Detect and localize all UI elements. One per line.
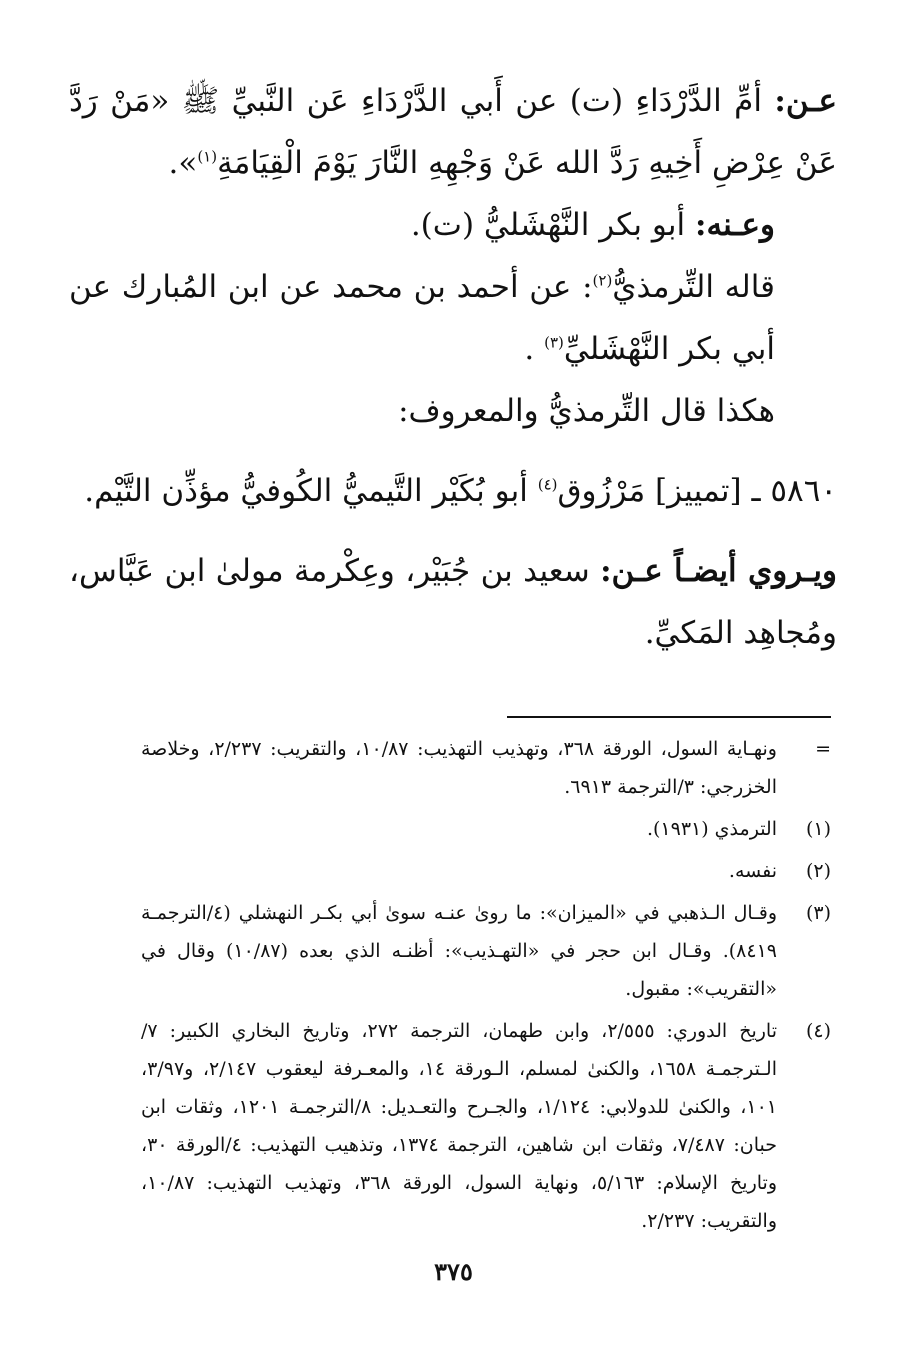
paragraph-text: : عن أحمد بن محمد عن ابن المُبارك عن أبي بكر النَّهْشَليِّ (69, 269, 775, 367)
paragraph-student (69, 194, 837, 256)
footnote-item (141, 810, 831, 848)
paragraph-narration (69, 70, 837, 194)
footnotes (141, 730, 831, 1244)
paragraph-narrates (69, 540, 837, 664)
footnote-marker: (٢) (805, 860, 831, 882)
footnote-ref: (١) (197, 147, 218, 166)
footnote-item (141, 894, 831, 1008)
main-text (69, 70, 837, 664)
footnote-divider (507, 716, 831, 718)
paragraph-end: ». (168, 145, 198, 181)
entry-text: ٥٨٦٠ ـ [تمييز] مَرْزُوق (557, 473, 837, 509)
page-number: ٣٧٥ (434, 1257, 473, 1286)
paragraph-note (69, 380, 837, 442)
footnote-marker: (١) (805, 818, 831, 840)
paragraph-tirmidhi (69, 256, 837, 380)
entry-heading (69, 460, 837, 522)
footnote-ref: (٣) (544, 333, 564, 352)
paragraph-text: قاله التِّرمذيُّ (612, 269, 775, 305)
entry-text: أبو بُكَيْر التَّيميُّ الكُوفيُّ مؤذِّن التَّيْم. (84, 473, 528, 509)
footnote-ref: (٤) (537, 475, 558, 494)
footnote-marker: (٣) (805, 902, 831, 924)
footnote-text: تاريخ الدوري: ٢/٥٥٥، وابن طهمان، الترجمة ٢٧٢، وتاريخ البخاري الكبير: ٧/الـترجمـة ١٦٥٨، والكنىٰ لمسلم، الـورقة ١٤، والمعـرفة ليعقوب ٢/١٤٧، و٣/٩٧، ١٠١، والكنىٰ للدولابي: ١/١٢٤، والجـرح والتعـديل: ٨/الترجمـة ١٢٠١، وثقات ابن حبان: ٧/٤٨٧، وثقات ابن شاهين، الترجمة ١٣٧٤، وتذهيب التهذيب: ٤/الورقة ٣٠، وتاريخ الإسلام: ٥/١٦٣، ونهاية السول، الورقة ٣٦٨، وتهذيب التهذيب: ١٠/٨٧، والتقريب: ٢/٢٣٧. (141, 1020, 777, 1232)
paragraph-text: سعيد بن جُبَيْر، وعِكْرمة مولىٰ ابن عَبَّاس، ومُجاهِد المَكيِّ. (69, 553, 837, 651)
footnote-marker: = (815, 738, 831, 760)
footnote-text: الترمذي (١٩٣١). (646, 818, 777, 840)
footnote-text: نفسه. (728, 860, 777, 882)
footnote-item (141, 730, 831, 806)
footnote-item (141, 852, 831, 890)
footnote-text: وقـال الـذهبي في «الميزان»: ما روىٰ عنـه سوىٰ أبي بكـر النهشلي (٤/الترجمـة ٨٤١٩). وقـال ابن حجر في «التهـذيب»: أظنـه الذي بعده (١٠/٨٧) وقال في «التقريب»: مقبول. (141, 902, 777, 1000)
footnote-marker: (٤) (805, 1020, 831, 1042)
paragraph-lead: وعـنه: (695, 207, 775, 243)
paragraph-text: أبو بكر النَّهْشَليُّ (ت). (410, 207, 686, 243)
paragraph-text: أمِّ الدَّرْدَاءِ (ت) عن أَبي الدَّرْدَاءِ عَن النَّبيِّ ﷺ «مَنْ رَدَّ عَنْ عِرْضِ أَخِيهِ رَدَّ الله عَنْ وَجْهِهِ النَّارَ يَوْمَ الْقِيَامَةِ (69, 83, 837, 181)
paragraph-end: . (524, 331, 535, 367)
footnote-item (141, 1012, 831, 1240)
footnote-text: ونهـاية السول، الورقة ٣٦٨، وتهذيب التهذيب: ١٠/٨٧، والتقريب: ٢/٢٣٧، وخلاصة الخزرجي: ٣/الترجمة ٦٩١٣. (141, 738, 777, 798)
paragraph-text: هكذا قال التِّرمذيُّ والمعروف: (398, 393, 775, 429)
paragraph-lead: عـن: (774, 83, 838, 119)
footnote-ref: (٢) (592, 271, 613, 290)
paragraph-lead: ويـروي أيضـاً عـن: (600, 553, 837, 589)
